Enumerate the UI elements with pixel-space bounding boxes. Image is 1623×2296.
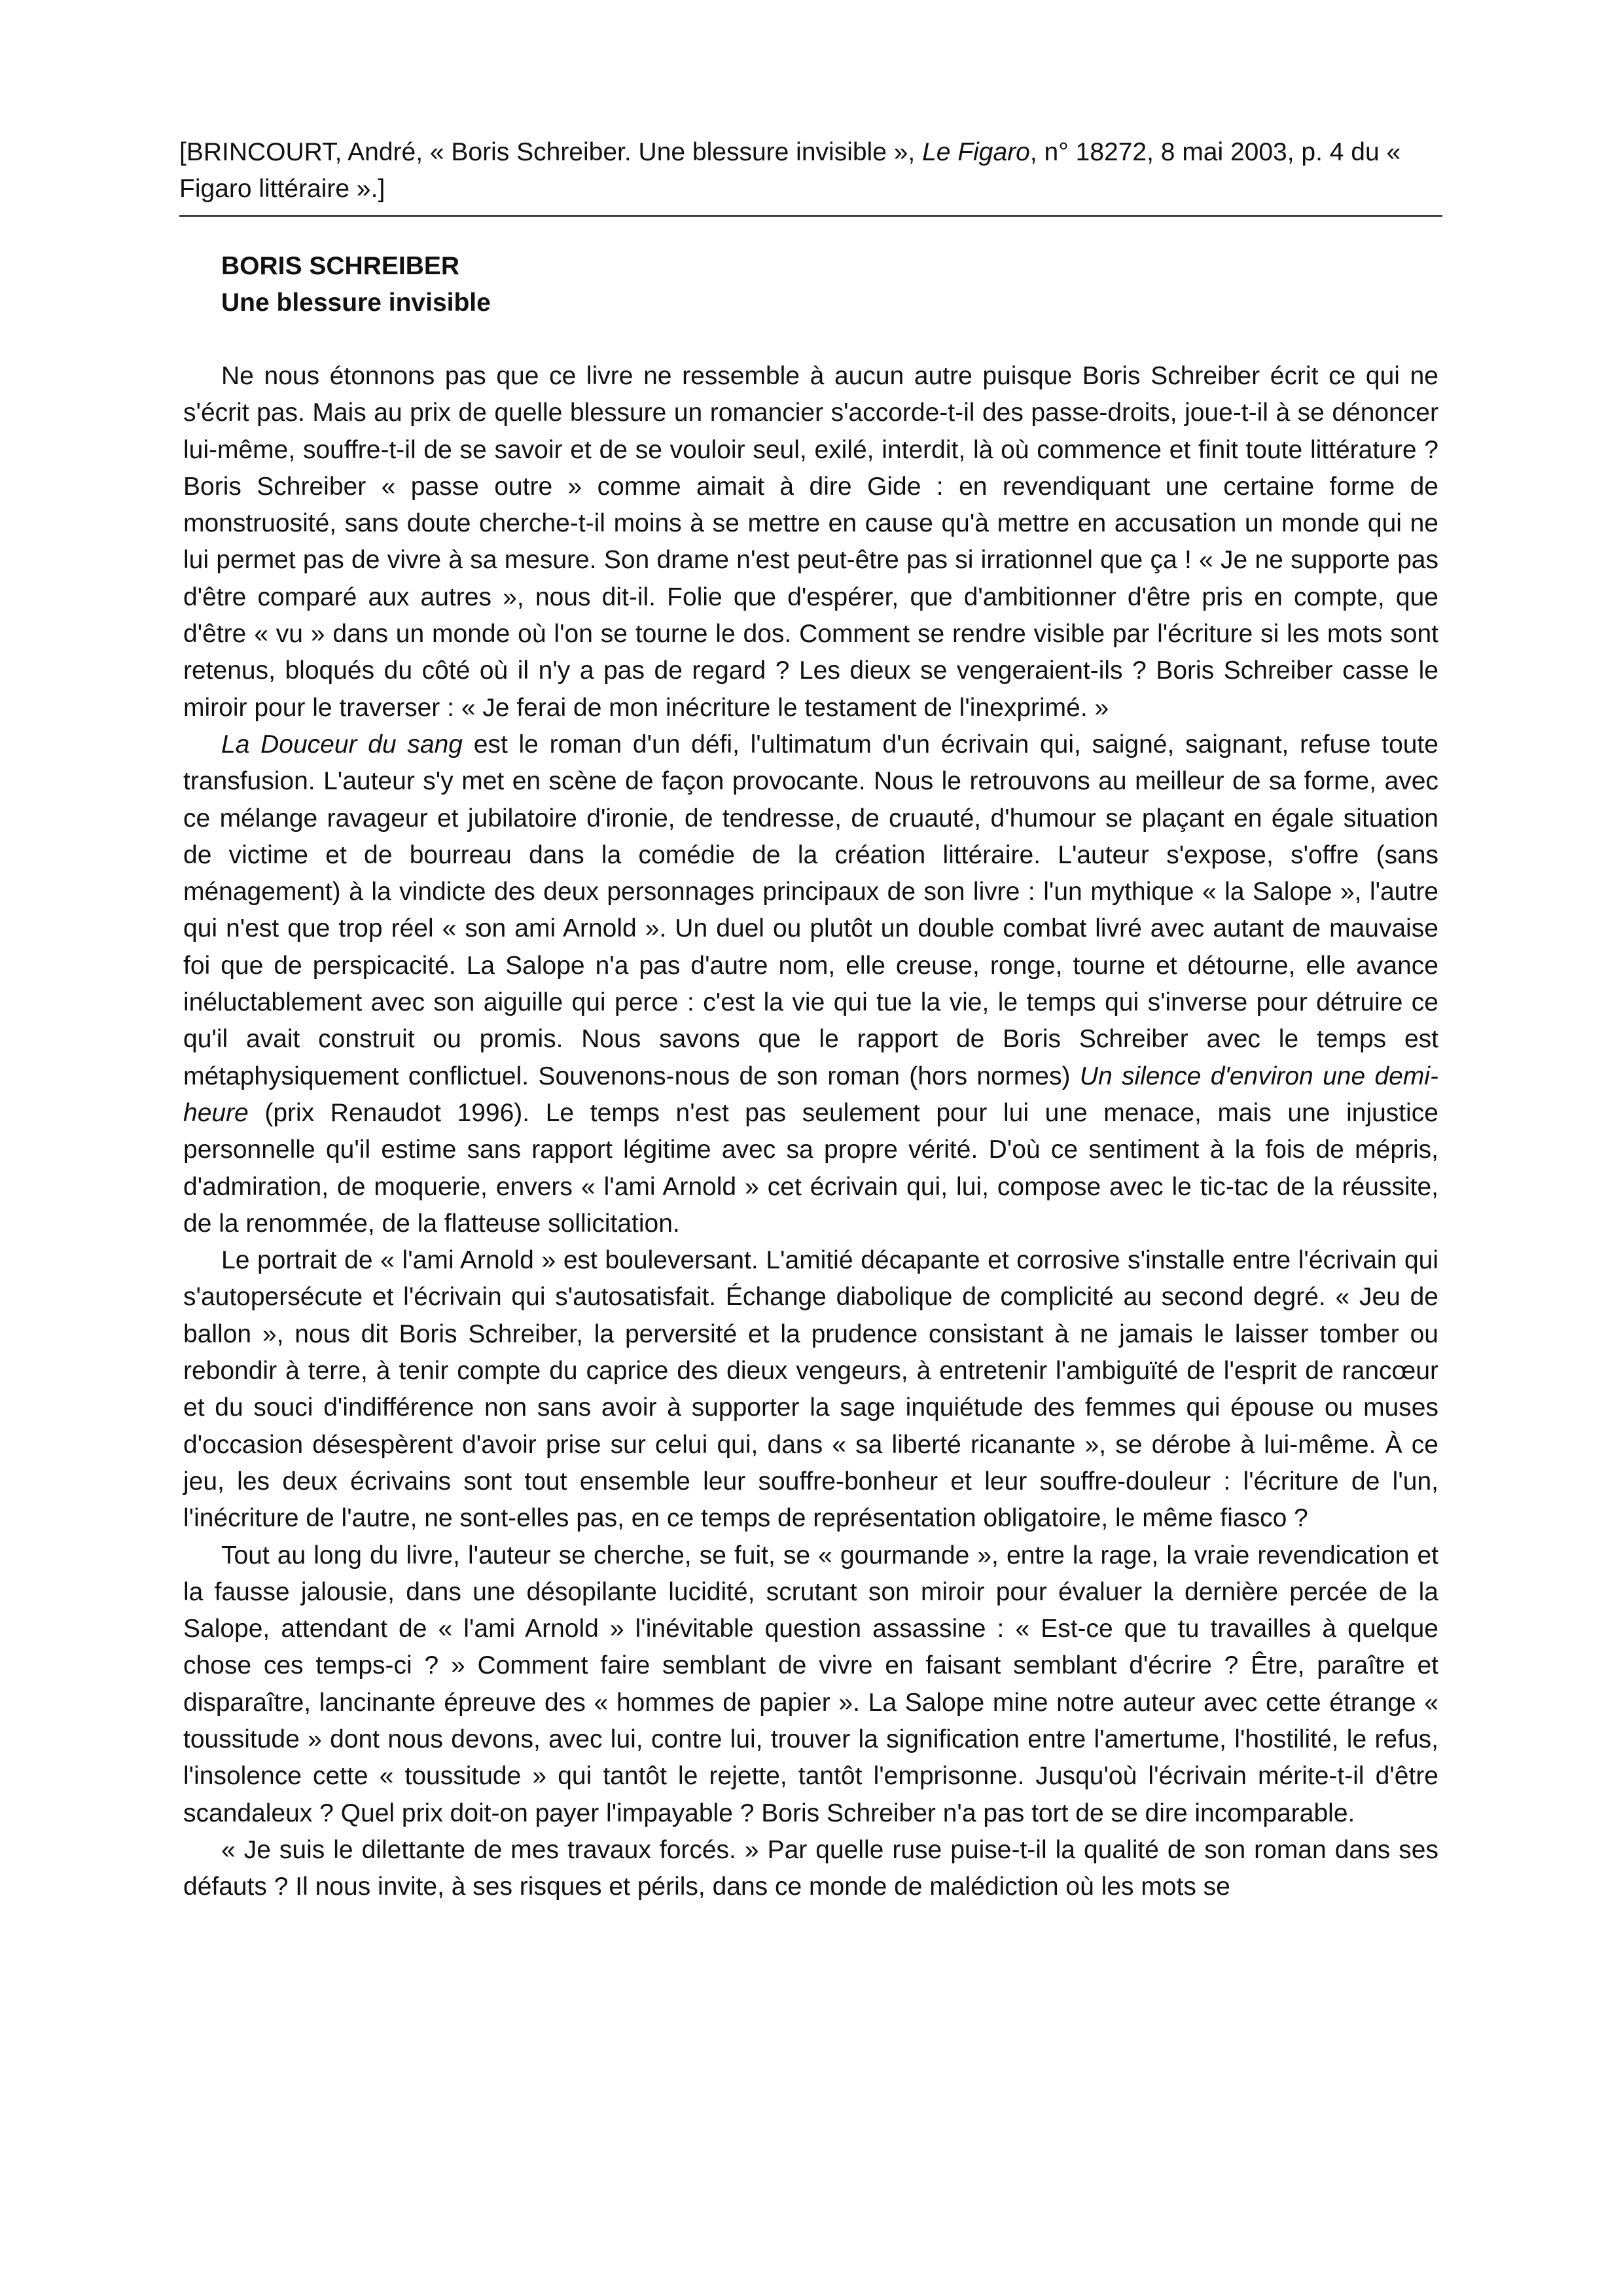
article-heading — [221, 248, 1442, 321]
paragraph-5: « Je suis le dilettante de mes travaux forcés. » Par quelle ruse puise-t-il la qualité de son roman dans ses défauts ? Il nous invite, à ses risques et périls, dans ce monde de malédiction où les mots se — [183, 1835, 1438, 1901]
citation-journal-name: Le Figaro — [922, 138, 1030, 166]
paragraph-1: Ne nous étonnons pas que ce livre ne ressemble à aucun autre puisque Boris Schreiber écrit ce qui ne s'écrit pas. Mais au prix de quelle blessure un romancier s'accorde-t-il des passe-droits, joue-t-il à se dénoncer lui-même, souffre-t-il de se savoir et de se vouloir seul, exilé, interdit, là où commence et finit toute littérature ? Boris Schreiber « passe outre » comme aimait à dire Gide : en revendiquant une certaine forme de monstruosité, sans doute cherche-t-il moins à se mettre en cause qu'à mettre en accusation un monde qui ne lui permet pas de vivre à sa mesure. Son drame n'est peut-être pas si irrationnel que ça ! « Je ne supporte pas d'être comparé aux autres », nous dit-il. Folie que d'espérer, que d'ambitionner d'être pris en compte, que d'être « vu » dans un monde où l'on se tourne le dos. Comment se rendre visible par l'écriture si les mots sont retenus, bloqués du côté où il n'y a pas de regard ? Les dieux se vengeraient-ils ? Boris Schreiber casse le miroir pour le traverser : « Je ferai de mon inécriture le testament de l'inexprimé. » — [183, 362, 1438, 722]
book-title-silence: Un silence d'environ une demi-heure — [183, 1062, 1438, 1127]
paragraph-2-text-a: est le roman d'un défi, l'ultimatum d'un écrivain qui, saigné, saignant, refuse toute transfusion. L'auteur s'y met en scène de façon provocante. Nous le retrouvons au meilleur de sa forme, avec ce mélange ravageur et jubilatoire d'ironie, de tendresse, de cruauté, d'humour se plaçant en égale situation de victime et de bourreau dans la comédie de la création littéraire. L'auteur s'expose, s'offre (sans ménagement) à la vindicte des deux personnages principaux de son livre : l'un mythique « la Salope », l'autre qui n'est que trop réel « son ami Arnold ». Un duel ou plutôt un double combat livré avec autant de mauvaise foi que de perspicacité. La Salope n'a pas d'autre nom, elle creuse, ronge, tourne et détourne, elle avance inéluctablement avec son aiguille qui perce : c'est la vie qui tue la vie, le temps qui s'inverse pour détruire ce qu'il avait construit ou promis. Nous savons que le rapport de Boris Schreiber avec le temps est métaphysiquement conflictuel. Souvenons-nous de son roman (hors normes) — [183, 730, 1439, 1090]
book-title-douceur: La Douceur du sang — [221, 730, 463, 759]
citation-text-start: [BRINCOURT, André, « Boris Schreiber. Une blessure invisible », — [179, 138, 923, 166]
article-title: Une blessure invisible — [221, 289, 491, 317]
article-author: BORIS SCHREIBER — [221, 252, 460, 280]
paragraph-4: Tout au long du livre, l'auteur se cherche, se fuit, se « gourmande », entre la rage, la vraie revendication et la fausse jalousie, dans une désopilante lucidité, scrutant son miroir pour évaluer la dernière percée de la Salope, attendant de « l'ami Arnold » l'inévitable question assassine : « Est-ce que tu travailles à quelque chose ces temps-ci ? » Comment faire semblant de vivre en faisant semblant d'écrire ? Être, paraître et disparaître, lancinante épreuve des « hommes de papier ». La Salope mine notre auteur avec cette étrange « toussitude » dont nous devons, avec lui, contre lui, trouver la signification entre l'amertume, l'hostilité, le refus, l'insolence cette « toussitude » qui tantôt le rejette, tantôt l'emprisonne. Jusqu'où l'écrivain mérite-t-il d'être scandaleux ? Quel prix doit-on payer l'impayable ? Boris Schreiber n'a pas tort de se dire incomparable. — [183, 1541, 1438, 1827]
paragraph-2 — [183, 726, 1438, 1242]
document-page — [179, 134, 1442, 1905]
article-body — [183, 358, 1438, 1905]
bibliographic-citation — [179, 134, 1442, 217]
paragraph-3: Le portrait de « l'ami Arnold » est bouleversant. L'amitié décapante et corrosive s'installe entre l'écrivain qui s'autopersécute et l'écrivain qui s'autosatisfait. Échange diabolique de complicité au second degré. « Jeu de ballon », nous dit Boris Schreiber, la perversité et la prudence consistant à ne jamais le laisser tomber ou rebondir à terre, à tenir compte du caprice des dieux vengeurs, à entretenir l'ambiguïté de l'esprit de rancœur et du souci d'indifférence non sans avoir à supporter la sage inquiétude des femmes qui épouse ou muses d'occasion désespèrent d'avoir prise sur celui qui, dans « sa liberté ricanante », se dérobe à lui-même. À ce jeu, les deux écrivains sont tout ensemble leur souffre-bonheur et leur souffre-douleur : l'écriture de l'un, l'inécriture de l'autre, ne sont-elles pas, en ce temps de représentation obligatoire, le même fiasco ? — [183, 1246, 1438, 1533]
citation-text-end: , n° 18272, 8 mai 2003, p. 4 du « Figaro littéraire ».] — [179, 138, 1401, 203]
paragraph-2-text-b: (prix Renaudot 1996). Le temps n'est pas seulement pour lui une menace, mais une injustice personnelle qu'il estime sans rapport légitime avec sa propre vérité. D'où ce sentiment à la fois de mépris, d'admiration, de moquerie, envers « l'ami Arnold » cet écrivain qui, lui, compose avec le tic-tac de la réussite, de la renommée, de la flatteuse sollicitation. — [183, 1098, 1438, 1238]
